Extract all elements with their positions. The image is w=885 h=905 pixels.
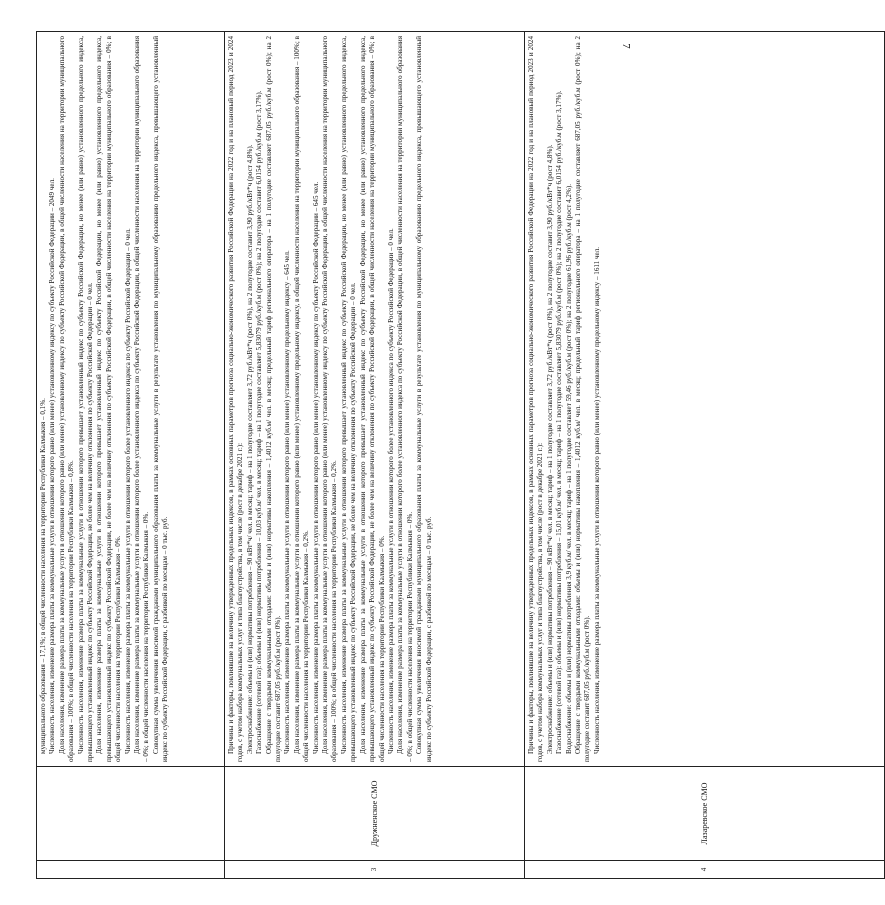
table-row — [225, 32, 525, 879]
description-paragraph: Причины и факторы, повлиявшие на величину утвержденных предельных индексов, в рамках основных параметров прогноза социально-экономического развития Российской Федерации на 2022 год и на плановый период 2023 и 2024 годов, с учетом набора коммунальных услуг и типа благоустройства, в том числе (рост в декабре 2021 г.): — [227, 36, 245, 762]
table-row — [525, 32, 885, 879]
rotated-table-container — [36, 31, 709, 879]
description-cell — [37, 32, 225, 767]
row-number — [37, 861, 225, 879]
description-paragraph: Доля населения, изменение размера платы за коммунальные услуги в отношении которого превышает установленный индекс по субъекту Российской Федерации, но менее (или равно) установленного предельного индекса, превышающего установленный индекс по субъекту Российской Федерации, не более чем на величину отклонения по субъекту Российской Федерации, в общей численности населения на территории муниципального образования – 0%; в общей численности населения на территории Республики Калмыкия – 0%. — [358, 36, 386, 762]
municipality-name — [37, 767, 225, 861]
description-paragraph: Доля населения, изменение размера платы за коммунальные услуги в отношении которого более установленного индекса по субъекту Российской Федерации, в общей численности населения на территории муниципального образования – 0%; в общей численности населения на территории Республики Калмыкия – 0%. — [133, 36, 151, 762]
description-paragraph: Численность населения, изменение размера платы за коммунальные услуги в отношении которого равно (или менее) установленному предельному индексу – 645 чел. — [283, 250, 292, 754]
description-paragraph: Численность населения, изменение размера платы за коммунальные услуги в отношении которого равно (или менее) установленному предельному индексу – 1611 чел. — [592, 246, 601, 754]
municipality-name: Лазаревское СМО — [525, 767, 885, 861]
description-paragraph: Совокупная сумма увеличения вносимой гражданами муниципального образования платы за коммунальные услуги в результате установления по муниципальному образованию предельного индекса, превышающего установленный индекс по субъекту Российской Федерации, с разбивкой по месяцам – 0 тыс. руб. — [151, 36, 170, 762]
description-paragraph: муниципального образования – 17,1%; в общей численности населения на территории Республики Калмыкия – 0,1%. — [39, 398, 47, 754]
description-paragraph: Причины и факторы, повлиявшие на величину утвержденных предельных индексов, в рамках основных параметров прогноза социально-экономического развития Российской Федерации на 2022 год и на плановый период 2023 и 2024 годов, с учетом набора коммунальных услуг и типа благоустройства, в том числе (рост в декабре 2021 г.): — [527, 36, 545, 762]
description-paragraph: Доля населения, изменение размера платы за коммунальные услуги в отношении которого превышает установленный индекс по субъекту Российской Федерации, но менее (или равно) установленного предельного индекса, превышающего установленный индекс по субъекту Российской Федерации, не более чем на величину отклонения по субъекту Российской Федерации, в общей численности населения на территории муниципального образования – 0%; в общей численности населения на территории Республики Калмыкия – 0%. — [95, 36, 123, 762]
description-paragraph: Численность населения, изменение размера платы за коммунальные услуги в отношении которого более установленного индекса по субъекту Российской Федерации – 0 чел. — [123, 228, 132, 754]
description-paragraph: Газоснабжение (сетевой газ): объемы и (или) нормативы потребления – 15,01 куб.м/ чел. в месяц; тариф – на 1 полугодие составляет 5,83079 руб./куб.м (рост 0%); на 2 полугодие составит 6,0154 руб./куб.м (рост 3,17%). — [555, 90, 564, 754]
page-number: 7 — [619, 43, 632, 49]
description-paragraph: Численность населения, изменение размера платы за коммунальные услуги в отношении которого равно (или менее) установленному индексу по субъекту Российской Федерации – 2049 чел. — [48, 178, 57, 754]
description-paragraph: Численность населения, изменение размера платы за коммунальные услуги в отношении которого превышает установленный индекс по субъекту Российской Федерации, но менее (или равно) установленного предельного индекса, превышающего установленный индекс по субъекту Российской Федерации, не более чем на величину отклонения по субъекту Российской Федерации – 0 чел. — [76, 36, 95, 762]
description-paragraph: Численность населения, изменение размера платы за коммунальные услуги в отношении которого более установленного индекса по субъекту Российской Федерации – 0 чел. — [386, 228, 395, 754]
table-row — [37, 32, 225, 879]
description-paragraph: Численность населения, изменение размера платы за коммунальные услуги в отношении которого равно (или менее) установленному индексу по субъекту Российской Федерации – 645 чел. — [311, 181, 320, 754]
description-paragraph: Электроснабжение: объемы и (или) нормативы потребления – 90 кВт*ч/ чел. в месяц; тариф – на 1 полугодие составляет 3,72 руб./кВт*ч (рост 0%), на 2 полугодие составит 3,90 руб./кВт*ч (рост 4,8%). — [545, 144, 554, 754]
description-cell — [225, 32, 525, 767]
municipality-name: Дружненское СМО — [225, 767, 525, 861]
description-paragraph: Доля населения, изменение размера платы за коммунальные услуги в отношении которого равно (или менее) установленному индексу по субъекту Российской Федерации, в общей численности населения на территории муниципального образования – 100%; в общей численности населения на территории Республики Калмыкия – 0,2%. — [321, 36, 339, 762]
description-paragraph: Обращение с твердыми коммунальными отходами: объемы и (или) нормативы накопления – 1,4012 куб.м/ чел. в месяц; предельный тариф регионального оператора – на 1 полугодие составляет 687,05 руб./куб.м (рост 0%); на 2 полугодие составит 687,05 руб./куб.м (рост 0%). — [574, 36, 592, 762]
description-paragraph: Водоснабжение: объемы и (или) нормативы потребления 3,9 куб.м/ чел. в месяц; тариф – на 1 полугодие составляет 59,46 руб./куб.м (рост 0%); на 2 полугодие 61,96 руб./куб.м (рост 4,2%). — [564, 183, 573, 754]
description-paragraph: Электроснабжение: объемы и (или) нормативы потребления – 90 кВт*ч/ чел. в месяц; тариф – на 1 полугодие составляет 3,72 руб./кВт*ч (рост 0%), на 2 полугодие составит 3,90 руб./кВт*ч (рост 4,8%). — [245, 144, 254, 754]
description-paragraph: Газоснабжение (сетевой газ): объемы и (или) нормативы потребления – 10,03 куб.м/ чел. в месяц; тариф – на 1 полугодие составляет 5,83079 руб./куб.м (рост 0%); на 2 полугодие составит 6,0154 руб./куб.м (рост 3,17%). — [255, 90, 264, 754]
description-paragraph: Обращение с твердыми коммунальными отходами: объемы и (или) нормативы накопления – 1,4012 куб.м/ чел. в месяц; предельный тариф регионального оператора – на 1 полугодие составляет 687,05 руб./куб.м (рост 0%); на 2 полугодие составит 687,05 руб./куб.м (рост 0%). — [264, 36, 283, 762]
description-paragraph: Доля населения, изменение размера платы за коммунальные услуги в отношении которого равно (или менее) установленному индексу по субъекту Российской Федерации, в общей численности населения на территории муниципального образования – 100%; в общей численности населения на территории Республики Калмыкия – 0,8%. — [57, 36, 76, 762]
description-paragraph: Доля населения, изменение размера платы за коммунальные услуги в отношении которого более установленного индекса по субъекту Российской Федерации, в общей численности населения на территории муниципального образования – 0%; в общей численности населения на территории Республики Калмыкия – 0%. — [396, 36, 414, 762]
tariff-table — [36, 31, 885, 879]
description-cell — [525, 32, 885, 767]
row-number: 3 — [225, 861, 525, 879]
description-paragraph: Доля населения, изменение размера платы за коммунальные услуги в отношении которого равно (или менее) установленному предельному индексу, в общей численности населения на территории муниципального образования – 100%; в общей численности населения на территории Республики Калмыкия – 0,2%. — [292, 36, 311, 762]
description-paragraph: Совокупная сумма увеличения вносимой гражданами муниципального образования платы за коммунальные услуги в результате установления по муниципальному образованию предельного индекса, превышающего установленный индекс по субъекту Российской Федерации, с разбивкой по месяцам – 0 тыс. руб. — [415, 36, 433, 762]
row-number: 4 — [525, 861, 885, 879]
description-paragraph: Численность населения, изменение размера платы за коммунальные услуги в отношении которого превышает установленный индекс по субъекту Российской Федерации, но менее (или равно) установленного предельного индекса, превышающего установленный индекс по субъекту Российской Федерации, не более чем на величину отклонения по субъекту Российской Федерации – 0 чел. — [339, 36, 358, 762]
